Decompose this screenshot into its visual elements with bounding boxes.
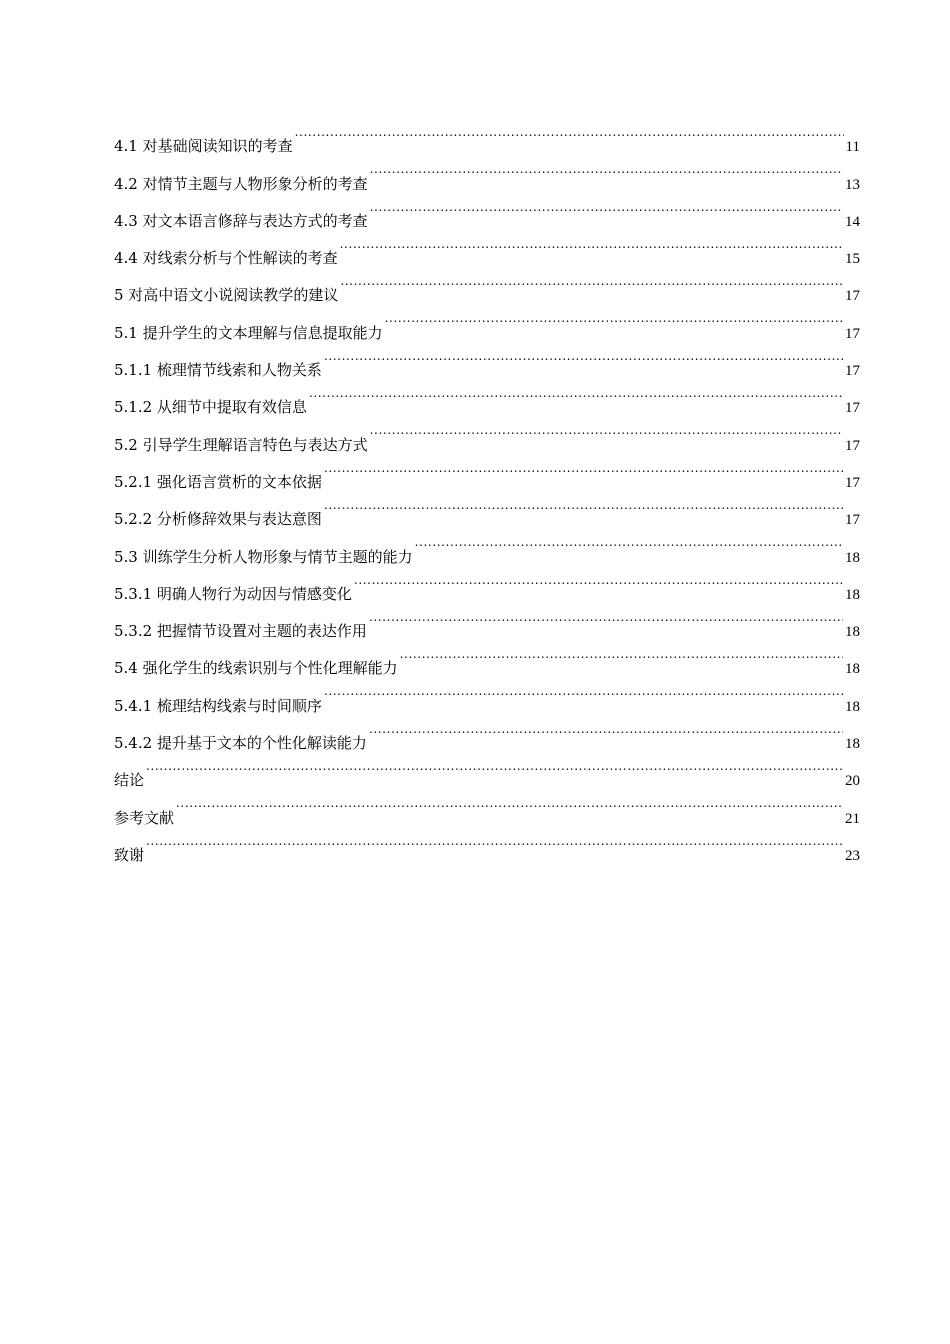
- toc-dot-leader: [415, 524, 843, 561]
- toc-entry-title: 5.3.2 把握情节设置对主题的表达作用: [114, 622, 367, 641]
- toc-dot-leader: [146, 748, 843, 785]
- toc-dot-leader: [324, 673, 843, 710]
- table-of-contents: [114, 114, 860, 864]
- toc-entry-title: 5.1 提升学生的文本理解与信息提取能力: [114, 323, 383, 342]
- toc-entry-page: 17: [845, 474, 860, 491]
- toc-entry-title: 结论: [114, 771, 145, 790]
- toc-dot-leader: [324, 338, 843, 375]
- toc-dot-leader: [400, 636, 843, 673]
- toc-entry-title: 参考文献: [114, 808, 175, 827]
- toc-dot-leader: [369, 599, 843, 636]
- toc-dot-leader: [324, 487, 843, 524]
- toc-entry-title: 5.2.1 强化语言赏析的文本依据: [114, 472, 322, 491]
- toc-dot-leader: [385, 300, 843, 337]
- toc-entry-title: 4.2 对情节主题与人物形象分析的考查: [114, 174, 368, 193]
- toc-entry-page: 17: [845, 512, 860, 529]
- toc-dot-leader: [369, 711, 843, 748]
- toc-dot-leader: [146, 823, 843, 860]
- toc-entry-page: 17: [845, 363, 860, 380]
- toc-entry-title: 5.1.1 梳理情节线索和人物关系: [114, 361, 322, 380]
- toc-entry-page: 18: [845, 736, 860, 753]
- toc-entry-page: 18: [845, 661, 860, 678]
- toc-entry-page: 11: [845, 139, 860, 156]
- toc-dot-leader: [370, 412, 843, 449]
- toc-dot-leader: [340, 226, 843, 263]
- toc-entry-title: 4.3 对文本语言修辞与表达方式的考查: [114, 211, 368, 230]
- toc-dot-leader: [324, 450, 843, 487]
- toc-entry-page: 13: [845, 176, 860, 193]
- toc-entry-4-1[interactable]: [114, 114, 860, 156]
- toc-entry-title: 致谢: [114, 845, 145, 864]
- toc-entry-page: 23: [845, 847, 860, 864]
- toc-entry-title: 5 对高中语文小说阅读教学的建议: [114, 286, 339, 305]
- toc-entry-page: 17: [845, 437, 860, 454]
- toc-entry-title: 4.1 对基础阅读知识的考查: [114, 137, 293, 156]
- toc-entry-title: 5.4.1 梳理结构线索与时间顺序: [114, 696, 322, 715]
- toc-entry-page: 15: [845, 251, 860, 268]
- toc-entry-page: 18: [845, 549, 860, 566]
- toc-entry-title: 5.4.2 提升基于文本的个性化解读能力: [114, 734, 367, 753]
- toc-entry-title: 5.3 训练学生分析人物形象与情节主题的能力: [114, 547, 413, 566]
- toc-entry-page: 14: [845, 213, 860, 230]
- toc-entry-page: 20: [845, 773, 860, 790]
- toc-entry-page: 17: [845, 325, 860, 342]
- toc-entry-conclusion[interactable]: [114, 748, 860, 790]
- toc-entry-title: 5.4 强化学生的线索识别与个性化理解能力: [114, 659, 398, 678]
- toc-dot-leader: [370, 189, 843, 226]
- toc-dot-leader: [340, 263, 843, 300]
- toc-entry-title: 5.2.2 分析修辞效果与表达意图: [114, 510, 322, 529]
- toc-entry-title: 5.3.1 明确人物行为动因与情感变化: [114, 584, 352, 603]
- toc-entry-acknowledgements[interactable]: [114, 823, 860, 864]
- toc-dot-leader: [354, 562, 843, 599]
- toc-dot-leader: [176, 785, 843, 822]
- toc-entry-page: 17: [845, 400, 860, 417]
- toc-entry-references[interactable]: [114, 785, 860, 827]
- toc-entry-title: 4.4 对线索分析与个性解读的考查: [114, 249, 338, 268]
- toc-entry-page: 18: [845, 624, 860, 641]
- toc-dot-leader: [295, 114, 844, 151]
- toc-entry-title: 5.2 引导学生理解语言特色与表达方式: [114, 435, 368, 454]
- toc-entry-title: 5.1.2 从细节中提取有效信息: [114, 398, 307, 417]
- toc-entry-page: 17: [845, 288, 860, 305]
- toc-dot-leader: [309, 375, 843, 412]
- toc-entry-page: 18: [845, 698, 860, 715]
- toc-entry-page: 21: [845, 810, 860, 827]
- toc-entry-page: 18: [845, 586, 860, 603]
- toc-dot-leader: [370, 151, 843, 188]
